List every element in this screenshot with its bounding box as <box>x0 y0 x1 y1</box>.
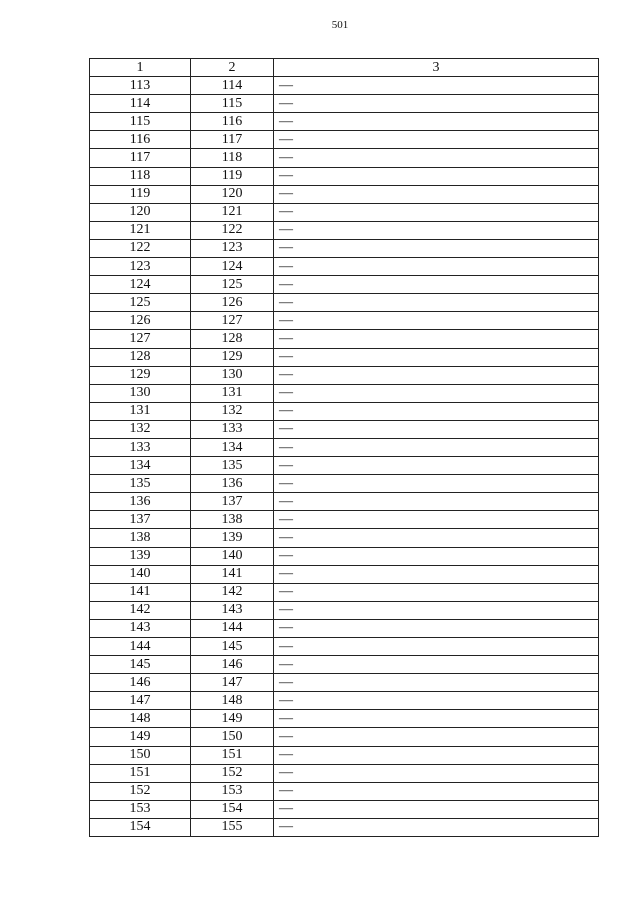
table-row <box>90 149 599 167</box>
cell-col-3: — <box>274 185 599 203</box>
cell-col-3: — <box>274 511 599 529</box>
cell-col-2: 135 <box>191 457 274 475</box>
cell-col-3: — <box>274 348 599 366</box>
cell-col-2: 130 <box>191 366 274 384</box>
cell-col-2: 145 <box>191 638 274 656</box>
table-row <box>90 565 599 583</box>
table-header <box>90 59 599 77</box>
table-row <box>90 475 599 493</box>
cell-col-1: 130 <box>90 384 191 402</box>
cell-col-2: 132 <box>191 402 274 420</box>
table-row <box>90 782 599 800</box>
table-row <box>90 764 599 782</box>
cell-col-2: 152 <box>191 764 274 782</box>
cell-col-3: — <box>274 167 599 185</box>
table-row <box>90 457 599 475</box>
cell-col-3: — <box>274 239 599 257</box>
cell-col-1: 149 <box>90 728 191 746</box>
cell-col-1: 129 <box>90 366 191 384</box>
table-row <box>90 438 599 456</box>
cell-col-2: 142 <box>191 583 274 601</box>
cell-col-3: — <box>274 764 599 782</box>
cell-col-3: — <box>274 203 599 221</box>
cell-col-1: 116 <box>90 131 191 149</box>
cell-col-1: 136 <box>90 493 191 511</box>
cell-col-2: 114 <box>191 77 274 95</box>
cell-col-3: — <box>274 330 599 348</box>
cell-col-1: 147 <box>90 692 191 710</box>
cell-col-2: 146 <box>191 656 274 674</box>
cell-col-1: 134 <box>90 457 191 475</box>
cell-col-1: 121 <box>90 221 191 239</box>
cell-col-3: — <box>274 656 599 674</box>
table-row <box>90 366 599 384</box>
table-row <box>90 312 599 330</box>
cell-col-1: 143 <box>90 619 191 637</box>
cell-col-1: 135 <box>90 475 191 493</box>
cell-col-3: — <box>274 728 599 746</box>
table-row <box>90 601 599 619</box>
table-row <box>90 619 599 637</box>
cell-col-3: — <box>274 294 599 312</box>
cell-col-3: — <box>274 710 599 728</box>
cell-col-1: 152 <box>90 782 191 800</box>
table-row <box>90 638 599 656</box>
table-row <box>90 239 599 257</box>
cell-col-1: 133 <box>90 438 191 456</box>
cell-col-2: 121 <box>191 203 274 221</box>
cell-col-3: — <box>274 529 599 547</box>
table-row <box>90 674 599 692</box>
cell-col-1: 138 <box>90 529 191 547</box>
cell-col-2: 144 <box>191 619 274 637</box>
cell-col-2: 126 <box>191 294 274 312</box>
cell-col-1: 131 <box>90 402 191 420</box>
cell-col-2: 116 <box>191 113 274 131</box>
table-row <box>90 77 599 95</box>
table-row <box>90 185 599 203</box>
cell-col-3: — <box>274 312 599 330</box>
cell-col-3: — <box>274 95 599 113</box>
cell-col-1: 146 <box>90 674 191 692</box>
table-row <box>90 294 599 312</box>
cell-col-2: 123 <box>191 239 274 257</box>
cell-col-3: — <box>274 475 599 493</box>
table-row <box>90 656 599 674</box>
cell-col-3: — <box>274 384 599 402</box>
cell-col-1: 127 <box>90 330 191 348</box>
table-row <box>90 583 599 601</box>
cell-col-3: — <box>274 258 599 276</box>
table-row <box>90 800 599 818</box>
cell-col-2: 141 <box>191 565 274 583</box>
cell-col-2: 119 <box>191 167 274 185</box>
cell-col-1: 150 <box>90 746 191 764</box>
header-row <box>90 59 599 77</box>
cell-col-1: 153 <box>90 800 191 818</box>
cell-col-3: — <box>274 692 599 710</box>
cell-col-2: 139 <box>191 529 274 547</box>
cell-col-1: 145 <box>90 656 191 674</box>
table-row <box>90 818 599 836</box>
table-row <box>90 746 599 764</box>
table-row <box>90 113 599 131</box>
cell-col-2: 118 <box>191 149 274 167</box>
table-row <box>90 167 599 185</box>
table-row <box>90 330 599 348</box>
cell-col-3: — <box>274 547 599 565</box>
cell-col-1: 151 <box>90 764 191 782</box>
table-row <box>90 221 599 239</box>
cell-col-1: 141 <box>90 583 191 601</box>
cell-col-2: 122 <box>191 221 274 239</box>
table-row <box>90 547 599 565</box>
table-row <box>90 692 599 710</box>
cell-col-1: 139 <box>90 547 191 565</box>
table-row <box>90 276 599 294</box>
table-row <box>90 493 599 511</box>
cell-col-1: 144 <box>90 638 191 656</box>
table-row <box>90 203 599 221</box>
cell-col-3: — <box>274 565 599 583</box>
cell-col-3: — <box>274 420 599 438</box>
cell-col-1: 115 <box>90 113 191 131</box>
cell-col-2: 153 <box>191 782 274 800</box>
cell-col-2: 133 <box>191 420 274 438</box>
cell-col-1: 119 <box>90 185 191 203</box>
cell-col-3: — <box>274 818 599 836</box>
cell-col-3: — <box>274 113 599 131</box>
cell-col-2: 131 <box>191 384 274 402</box>
column-header-2: 2 <box>191 59 274 77</box>
column-header-3: 3 <box>274 59 599 77</box>
cell-col-3: — <box>274 601 599 619</box>
cell-col-2: 151 <box>191 746 274 764</box>
cell-col-3: — <box>274 800 599 818</box>
cell-col-1: 123 <box>90 258 191 276</box>
cell-col-1: 124 <box>90 276 191 294</box>
table-row <box>90 710 599 728</box>
cell-col-2: 125 <box>191 276 274 294</box>
cell-col-2: 143 <box>191 601 274 619</box>
cell-col-2: 127 <box>191 312 274 330</box>
cell-col-3: — <box>274 457 599 475</box>
cell-col-1: 118 <box>90 167 191 185</box>
cell-col-1: 154 <box>90 818 191 836</box>
cell-col-3: — <box>274 782 599 800</box>
table-row <box>90 728 599 746</box>
cell-col-2: 149 <box>191 710 274 728</box>
cell-col-2: 124 <box>191 258 274 276</box>
page-number: 501 <box>331 19 349 31</box>
table-row <box>90 258 599 276</box>
table-row <box>90 384 599 402</box>
table-row <box>90 529 599 547</box>
cell-col-2: 155 <box>191 818 274 836</box>
cell-col-2: 150 <box>191 728 274 746</box>
cell-col-3: — <box>274 366 599 384</box>
cell-col-3: — <box>274 438 599 456</box>
cell-col-3: — <box>274 674 599 692</box>
cell-col-3: — <box>274 77 599 95</box>
table-row <box>90 511 599 529</box>
cell-col-3: — <box>274 583 599 601</box>
cell-col-2: 136 <box>191 475 274 493</box>
cell-col-2: 128 <box>191 330 274 348</box>
cell-col-3: — <box>274 638 599 656</box>
cell-col-1: 148 <box>90 710 191 728</box>
table-row <box>90 402 599 420</box>
cell-col-2: 147 <box>191 674 274 692</box>
cell-col-2: 120 <box>191 185 274 203</box>
cell-col-2: 115 <box>191 95 274 113</box>
cell-col-3: — <box>274 149 599 167</box>
cell-col-3: — <box>274 276 599 294</box>
table-row <box>90 95 599 113</box>
column-header-1: 1 <box>90 59 191 77</box>
cell-col-1: 137 <box>90 511 191 529</box>
cell-col-1: 114 <box>90 95 191 113</box>
cell-col-3: — <box>274 746 599 764</box>
cell-col-2: 140 <box>191 547 274 565</box>
cell-col-2: 138 <box>191 511 274 529</box>
cell-col-1: 140 <box>90 565 191 583</box>
cell-col-3: — <box>274 131 599 149</box>
table-row <box>90 131 599 149</box>
cell-col-1: 142 <box>90 601 191 619</box>
data-table <box>89 58 599 837</box>
cell-col-1: 126 <box>90 312 191 330</box>
cell-col-1: 132 <box>90 420 191 438</box>
cell-col-2: 117 <box>191 131 274 149</box>
cell-col-2: 154 <box>191 800 274 818</box>
cell-col-2: 137 <box>191 493 274 511</box>
cell-col-2: 134 <box>191 438 274 456</box>
cell-col-2: 148 <box>191 692 274 710</box>
cell-col-3: — <box>274 221 599 239</box>
cell-col-1: 113 <box>90 77 191 95</box>
table-row <box>90 420 599 438</box>
cell-col-1: 117 <box>90 149 191 167</box>
cell-col-3: — <box>274 619 599 637</box>
cell-col-3: — <box>274 402 599 420</box>
cell-col-1: 128 <box>90 348 191 366</box>
table-row <box>90 348 599 366</box>
cell-col-1: 125 <box>90 294 191 312</box>
cell-col-3: — <box>274 493 599 511</box>
table-body <box>90 77 599 837</box>
cell-col-1: 122 <box>90 239 191 257</box>
cell-col-2: 129 <box>191 348 274 366</box>
cell-col-1: 120 <box>90 203 191 221</box>
